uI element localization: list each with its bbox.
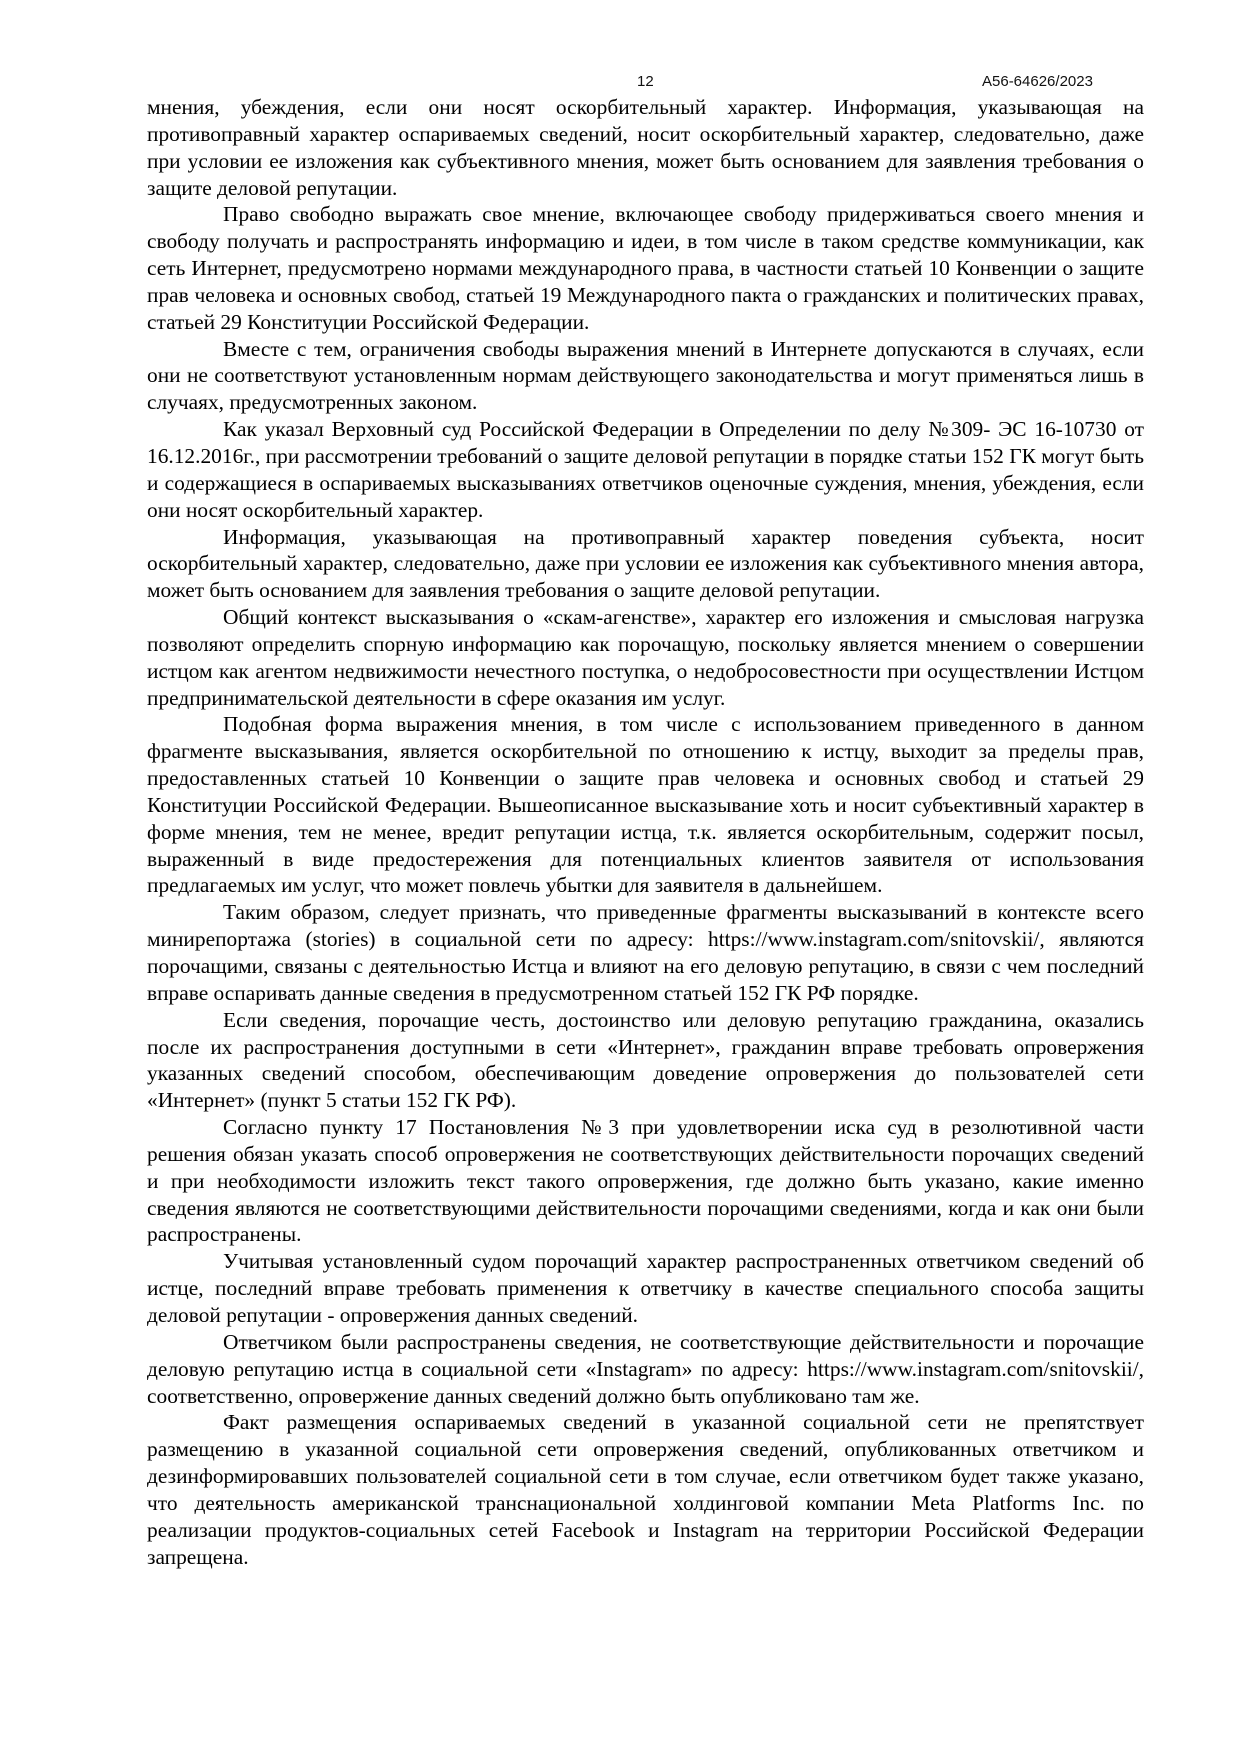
case-number: А56-64626/2023 (982, 73, 1093, 90)
page-number: 12 (637, 73, 654, 90)
paragraph: Информация, указывающая на противоправный характер поведения субъекта, носит оскорбительный характер, следовательно, даже при условии ее изложения как субъективного мнения автора, может быть основанием для заявления требования о защите деловой репутации. (147, 524, 1144, 603)
paragraph: Ответчиком были распространены сведения, не соответствующие действительности и порочащие деловую репутацию истца в социальной сети «Instagram» по адресу: https://www.instagram.com/snitovskii/, соответственно, опровержение данных сведений должно быть опубликовано там же. (147, 1329, 1144, 1408)
paragraph: Подобная форма выражения мнения, в том числе с использованием приведенного в данном фрагменте высказывания, является оскорбительной по отношению к истцу, выходит за пределы прав, предоставленных статьей 10 Конвенции о защите прав человека и основных свобод и статьей 29 Конституции Российской Федерации. Вышеописанное высказывание хоть и носит субъективный характер в форме мнения, тем не менее, вредит репутации истца, т.к. является оскорбительным, содержит посыл, выраженный в виде предостережения для потенциальных клиентов заявителя от использования предлагаемых им услуг, что может повлечь убытки для заявителя в дальнейшем. (147, 712, 1144, 898)
paragraph: Таким образом, следует признать, что приведенные фрагменты высказываний в контексте всего минирепортажа (stories) в социальной сети по адресу: https://www.instagram.com/snitovskii/, являются порочащими, связаны с деятельностью Истца и влияют на его деловую репутацию, в связи с чем последний вправе оспаривать данные сведения в предусмотренном статьей 152 ГК РФ порядке. (147, 900, 1144, 1005)
paragraph: Учитывая установленный судом порочащий характер распространенных ответчиком сведений об истце, последний вправе требовать применения к ответчику в качестве специального способа защиты деловой репутации - опровержения данных сведений. (147, 1249, 1144, 1327)
paragraph: Факт размещения оспариваемых сведений в указанной социальной сети не препятствует размещению в указанной социальной сети опровержения сведений, опубликованных ответчиком и дезинформировавших пользователей социальной сети в том случае, если ответчиком будет также указано, что деятельность американской транснациональной холдинговой компании Meta Platforms Inc. по реализации продуктов-социальных сетей Facebook и Instagram на территории Российской Федерации запрещена. (147, 1410, 1144, 1569)
paragraph: мнения, убеждения, если они носят оскорбительный характер. Информация, указывающая на противоправный характер оспариваемых сведений, носит оскорбительный характер, следовательно, даже при условии ее изложения как субъективного мнения, может быть основанием для заявления требования о защите деловой репутации. (147, 95, 1144, 200)
document-body (147, 94, 1144, 1570)
paragraph: Вместе с тем, ограничения свободы выражения мнений в Интернете допускаются в случаях, если они не соответствуют установленным нормам действующего законодательства и могут применяться лишь в случаях, предусмотренных законом. (147, 336, 1144, 415)
paragraph: Как указал Верховный суд Российской Федерации в Определении по делу №309- ЭС 16-10730 от 16.12.2016г., при рассмотрении требований о защите деловой репутации в порядке статьи 152 ГК могут быть и содержащиеся в оспариваемых высказываниях ответчиков оценочные суждения, мнения, убеждения, если они носят оскорбительный характер. (147, 417, 1144, 522)
paragraph: Общий контекст высказывания о «скам-агенстве», характер его изложения и смысловая нагрузка позволяют определить спорную информацию как порочащую, поскольку является мнением о совершении истцом как агентом недвижимости нечестного поступка, о недобросовестности при осуществлении Истцом предпринимательской деятельности в сфере оказания им услуг. (147, 605, 1144, 710)
paragraph: Право свободно выражать свое мнение, включающее свободу придерживаться своего мнения и свободу получать и распространять информацию и идеи, в том числе в таком средстве коммуникации, как сеть Интернет, предусмотрено нормами международного права, в частности статьей 10 Конвенции о защите прав человека и основных свобод, статьей 19 Международного пакта о гражданских и политических правах, статьей 29 Конституции Российской Федерации. (147, 202, 1144, 334)
paragraph: Согласно пункту 17 Постановления №3 при удовлетворении иска суд в резолютивной части решения обязан указать способ опровержения не соответствующих действительности порочащих сведений и при необходимости изложить текст такого опровержения, где должно быть указано, какие именно сведения являются не соответствующими действительности порочащими сведениями, когда и как они были распространены. (147, 1115, 1144, 1247)
paragraph: Если сведения, порочащие честь, достоинство или деловую репутацию гражданина, оказались после их распространения доступными в сети «Интернет», гражданин вправе требовать опровержения указанных сведений способом, обеспечивающим доведение опровержения до пользователей сети «Интернет» (пункт 5 статьи 152 ГК РФ). (147, 1007, 1144, 1113)
